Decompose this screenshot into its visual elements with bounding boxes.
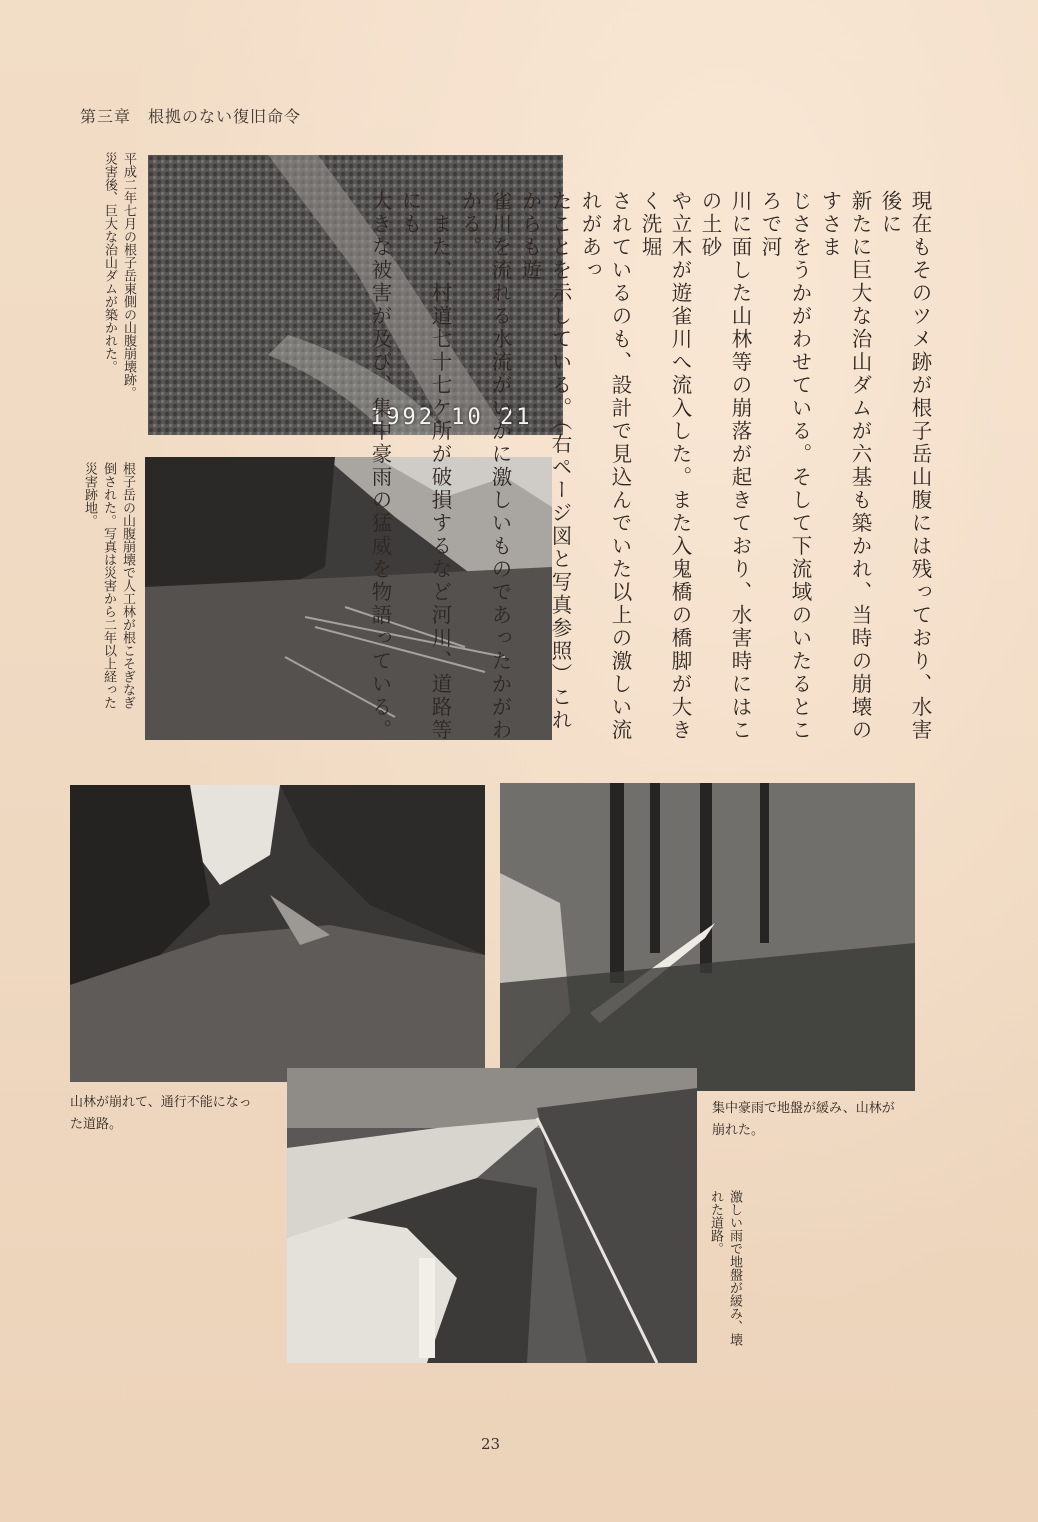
photo-blocked-road [70, 785, 485, 1082]
body-line: 雀川を流れる水流がいかに激しいものであったかがわかる。 [458, 190, 512, 742]
body-line: また、村道七十七ケ所が破損するなど河川、道路等にも [398, 190, 452, 742]
caption-photo-4 [712, 1098, 895, 1142]
caption-line: れた道路。 [708, 1190, 723, 1255]
body-line: 川に面した山林等の崩落が起きており、水害時にはこの土砂 [698, 190, 752, 742]
body-line: 現在もそのツメ跡が根子岳山腹には残っており、水害後に [878, 190, 932, 742]
photo-broken-road-image [287, 1068, 697, 1363]
caption-line: 根子岳の山腹崩壊で人工林が根こそぎなぎ [120, 462, 135, 709]
body-line: 新たに巨大な治山ダムが六基も築かれ、当時の崩壊のすさま [818, 190, 872, 742]
chapter-label: 第三章 [80, 107, 132, 126]
caption-line: 倒された。写真は災害から二年以上経った [101, 462, 116, 709]
caption-photo-3 [70, 1092, 252, 1136]
caption-line: 集中豪雨で地盤が緩み、山林が [712, 1101, 895, 1116]
page-number: 23 [481, 1435, 501, 1453]
photo-blocked-road-image [70, 785, 485, 1082]
caption-photo-5 [706, 1190, 744, 1380]
caption-line: 災害後、巨大な治山ダムが築かれた。 [102, 152, 117, 373]
caption-line: 崩れた。 [712, 1123, 765, 1138]
caption-line: 災害跡地。 [82, 462, 97, 527]
body-line: されているのも、設計で見込んでいた以上の激しい流れがあっ [578, 190, 632, 742]
body-line: じさをうかがわせている。そして下流域のいたるところで河 [758, 190, 812, 742]
caption-line: 山林が崩れて、通行不能になっ [70, 1095, 252, 1110]
photo-broken-road [287, 1068, 697, 1363]
photo-collapsed-forest-image [500, 783, 915, 1091]
chapter-header [80, 104, 301, 127]
caption-line: た道路。 [70, 1117, 123, 1132]
photo-collapsed-forest [500, 783, 915, 1091]
caption-photo-2 [80, 462, 137, 732]
chapter-title: 根拠のない復旧命令 [148, 107, 302, 126]
caption-line: 平成二年七月の根子岳東側の山腹崩壊跡。 [121, 152, 136, 399]
body-line: 大きな被害が及び、集中豪雨の猛威を物語っている。 [368, 190, 392, 742]
photo-date-stamp: 1992 10 21 [370, 405, 533, 430]
caption-photo-1 [100, 152, 138, 442]
body-line: や立木が遊雀川へ流入した。また入鬼橋の橋脚が大きく洗堀 [638, 190, 692, 742]
caption-line: 激しい雨で地盤が緩み、壊 [727, 1190, 742, 1346]
body-line: たことを示している。（右ページ図と写真参照）これからも遊 [518, 190, 572, 732]
